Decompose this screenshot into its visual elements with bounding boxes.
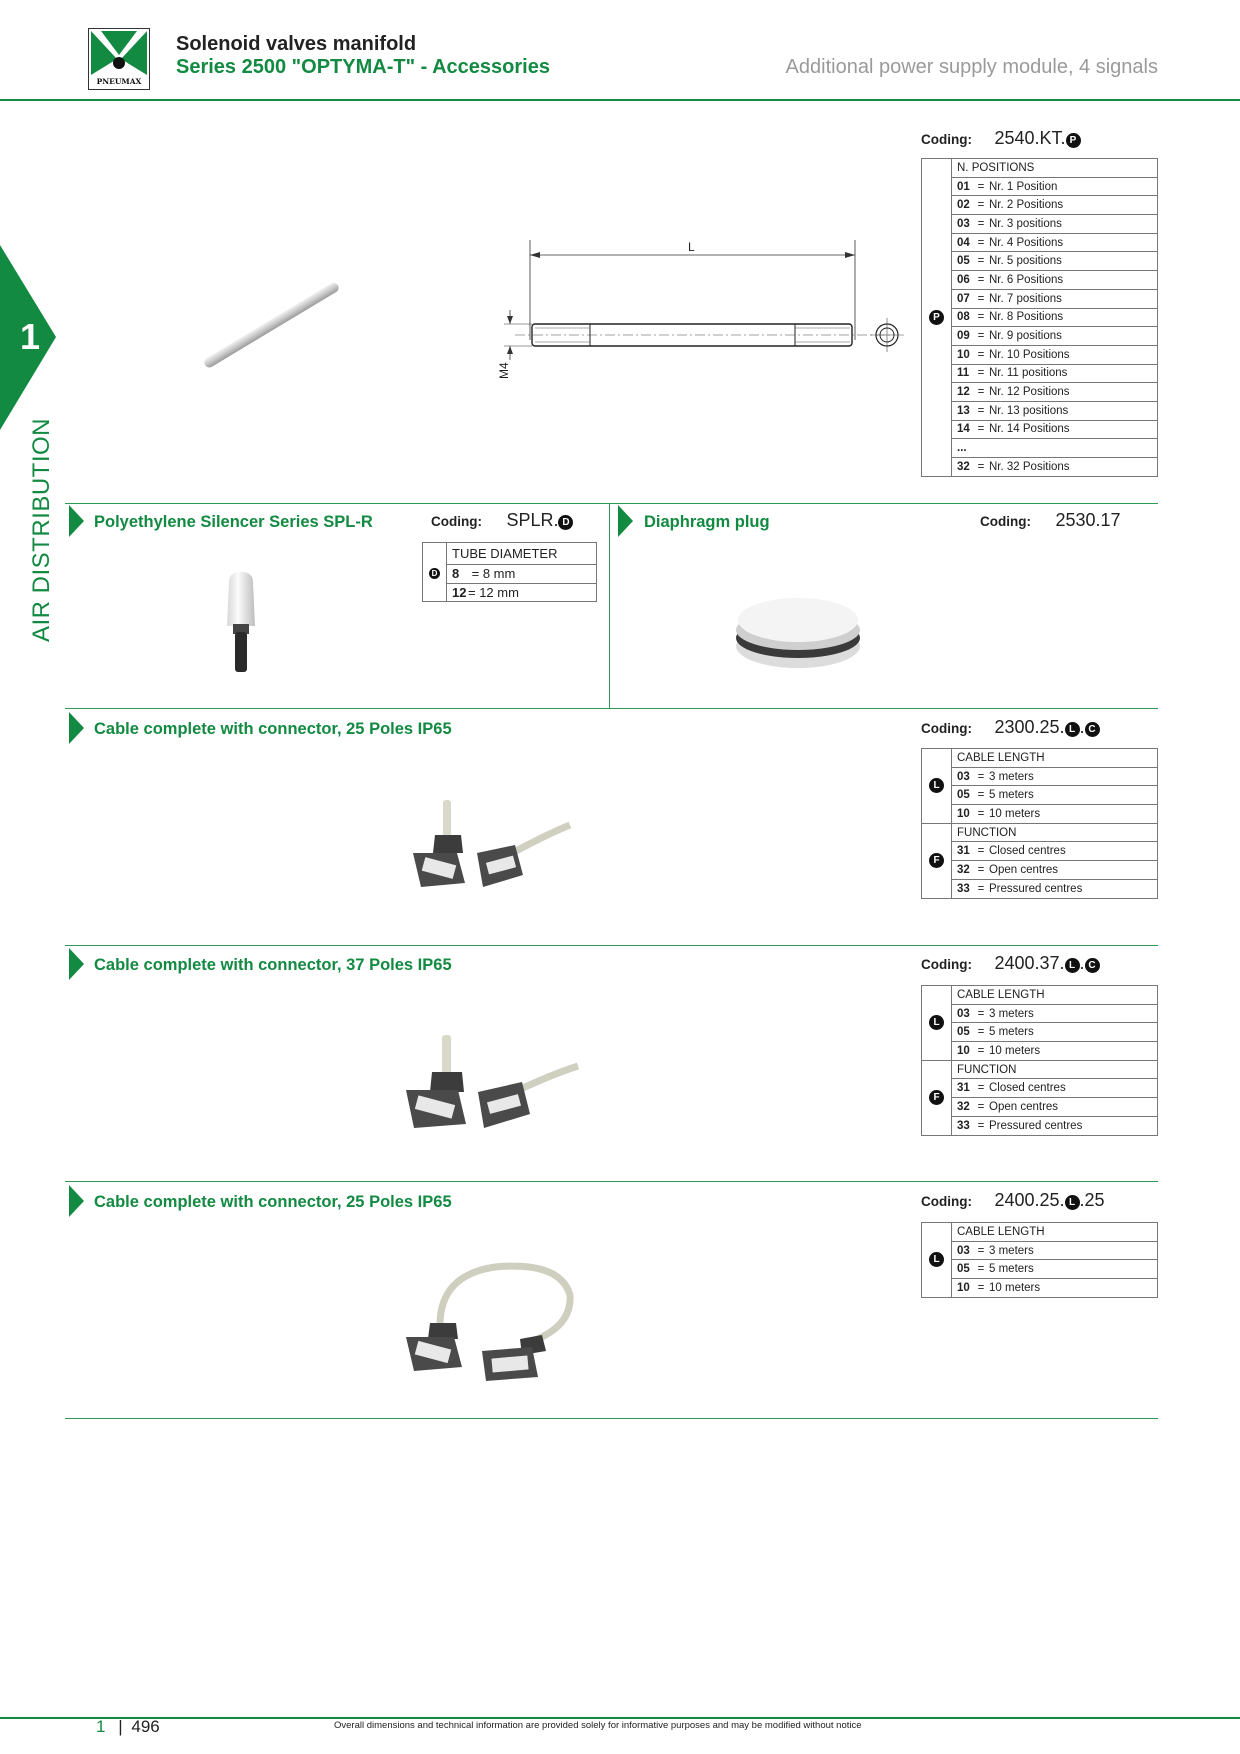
table-header: FUNCTION — [952, 1060, 1158, 1079]
header-divider — [0, 99, 1240, 101]
table-row: 06 = Nr. 6 Positions — [922, 271, 1158, 290]
section-arrow-icon — [69, 712, 84, 744]
coding-value: 2540.KT. P — [994, 128, 1080, 148]
table-row: 10 = 10 meters — [922, 1279, 1158, 1298]
cable37-title: Cable complete with connector, 37 Poles IP65 — [94, 956, 452, 974]
silencer-coding: Coding: SPLR. D — [431, 510, 573, 531]
table-header: CABLE LENGTH — [952, 749, 1158, 768]
table-row: 31 = Closed centres — [922, 842, 1158, 861]
tie-rod-drawing — [490, 230, 910, 390]
section-divider — [65, 945, 1158, 946]
table-row: 04 = Nr. 4 Positions — [922, 233, 1158, 252]
dim-length-label: L — [688, 240, 695, 254]
table-row: 12 = 12 mm — [423, 583, 597, 602]
table-row: 10 = Nr. 10 Positions — [922, 345, 1158, 364]
l-symbol-icon: L — [929, 778, 944, 793]
footer-page-number: 496 — [131, 1717, 160, 1736]
table-row: 03 = 3 meters — [922, 1241, 1158, 1260]
table-row: 05 = Nr. 5 positions — [922, 252, 1158, 271]
table-header: CABLE LENGTH — [952, 986, 1158, 1005]
cable37-coding: Coding: 2400.37. L . C — [921, 953, 1100, 974]
d-symbol-icon: D — [429, 568, 440, 579]
table-row: 05 = 5 meters — [922, 1260, 1158, 1279]
section-divider — [65, 708, 1158, 709]
silencer-photo — [215, 570, 275, 680]
table-row: 32 = Open centres — [922, 1098, 1158, 1117]
table-row: 03 = Nr. 3 positions — [922, 215, 1158, 234]
cable25b-table — [921, 1222, 1158, 1298]
f-symbol-icon: F — [929, 1090, 944, 1105]
l-symbol-icon: L — [1065, 1195, 1080, 1210]
l-symbol-icon: L — [929, 1015, 944, 1030]
p-symbol-icon: P — [1066, 133, 1081, 148]
footer-note: Overall dimensions and technical information are provided solely for informative purposes and may be modified without notice — [334, 1720, 862, 1731]
diaphragm-coding: Coding: 2530.17 — [980, 510, 1121, 530]
silencer-title: Polyethylene Silencer Series SPL-R — [94, 513, 373, 531]
diaphragm-title: Diaphragm plug — [644, 513, 770, 531]
section-arrow-icon — [618, 505, 633, 537]
chapter-label: AIR DISTRIBUTION — [28, 417, 55, 642]
table-row: 09 = Nr. 9 positions — [922, 327, 1158, 346]
cable25b-title: Cable complete with connector, 25 Poles IP65 — [94, 1193, 452, 1211]
table-row: 13 = Nr. 13 positions — [922, 401, 1158, 420]
header-right-title: Additional power supply module, 4 signals — [785, 56, 1158, 78]
chapter-number: 1 — [20, 316, 41, 357]
table-row: 31 = Closed centres — [922, 1079, 1158, 1098]
l-symbol-icon: L — [1065, 722, 1080, 737]
table-row: 33 = Pressured centres — [922, 879, 1158, 898]
table-row: 10 = 10 meters — [922, 805, 1158, 824]
table-row: 32 = Open centres — [922, 861, 1158, 880]
table-row: 02 = Nr. 2 Positions — [922, 196, 1158, 215]
section-arrow-icon — [69, 1185, 84, 1217]
table-row: 14 = Nr. 14 Positions — [922, 420, 1158, 439]
f-symbol-icon: F — [929, 853, 944, 868]
coding-label: Coding: — [921, 132, 972, 147]
table-header: N. POSITIONS — [952, 159, 1158, 178]
cable37-table — [921, 985, 1158, 1136]
section-arrow-icon — [69, 948, 84, 980]
dim-thread-label: M4 — [497, 362, 511, 379]
table-row: 33 = Pressured centres — [922, 1116, 1158, 1135]
section-vertical-divider — [609, 503, 610, 708]
table-row: 10 = 10 meters — [922, 1042, 1158, 1061]
footer-separator: | — [118, 1717, 123, 1736]
table-row: 03 = 3 meters — [922, 1004, 1158, 1023]
footer-divider — [0, 1717, 1240, 1719]
p-symbol-icon: P — [929, 310, 944, 325]
table-row: 05 = 5 meters — [922, 1023, 1158, 1042]
cable25-coding: Coding: 2300.25. L . C — [921, 717, 1100, 738]
cable25b-coding: Coding: 2400.25. L .25 — [921, 1190, 1105, 1210]
table-row: 12 = Nr. 12 Positions — [922, 383, 1158, 402]
table-row: 32 = Nr. 32 Positions — [922, 458, 1158, 477]
brand-name: PNEUMAX — [96, 77, 142, 86]
footer-page — [96, 1717, 160, 1737]
footer-chapter: 1 — [96, 1717, 106, 1736]
diaphragm-photo — [730, 590, 870, 680]
table-header: CABLE LENGTH — [952, 1223, 1158, 1242]
table-row: 07 = Nr. 7 positions — [922, 289, 1158, 308]
table-row: 11 = Nr. 11 positions — [922, 364, 1158, 383]
table-header: FUNCTION — [952, 823, 1158, 842]
section-divider — [65, 1418, 1158, 1419]
header-subtitle: Series 2500 "OPTYMA-T" - Accessories — [176, 56, 550, 78]
l-symbol-icon: L — [1065, 958, 1080, 973]
cable25-table — [921, 748, 1158, 899]
positions-table — [921, 158, 1158, 477]
table-row: ... — [922, 439, 1158, 458]
section-arrow-icon — [69, 505, 84, 537]
l-symbol-icon: L — [929, 1252, 944, 1267]
brand-logo — [88, 28, 150, 90]
header-title: Solenoid valves manifold — [176, 33, 417, 55]
table-row: 08 = Nr. 8 Positions — [922, 308, 1158, 327]
table-row: 01 = Nr. 1 Position — [922, 177, 1158, 196]
d-symbol-icon: D — [558, 515, 573, 530]
tube-diameter-table — [422, 542, 597, 602]
table-row: 05 = 5 meters — [922, 786, 1158, 805]
table-row: 8 = 8 mm — [423, 565, 597, 584]
section-divider — [65, 1181, 1158, 1182]
table-row: 03 = 3 meters — [922, 767, 1158, 786]
c-symbol-icon: C — [1085, 958, 1100, 973]
tie-rod-coding — [921, 128, 1081, 149]
cable37-photo — [400, 1030, 590, 1135]
c-symbol-icon: C — [1085, 722, 1100, 737]
cable25b-photo — [400, 1255, 590, 1385]
table-header: TUBE DIAMETER — [447, 543, 597, 565]
section-divider — [65, 503, 1158, 504]
cable25-title: Cable complete with connector, 25 Poles IP65 — [94, 720, 452, 738]
cable25-photo — [405, 795, 585, 895]
tie-rod-photo — [195, 270, 365, 380]
